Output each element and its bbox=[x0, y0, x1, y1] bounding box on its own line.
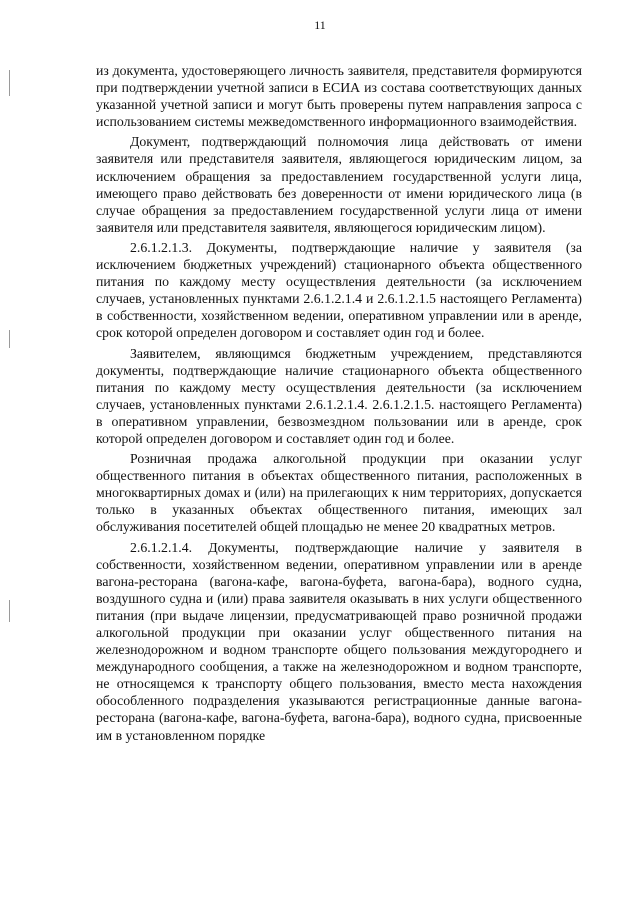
paragraph: 2.6.1.2.1.3. Документы, подтверждающие наличие у заявителя (за исключением бюджетных учреждений) стационарного объекта общественного питания по каждому месту осуществления деятельности (за исключением случаев, установленных пунктами 2.6.1.2.1.4 и 2.6.1.2.1.5 настоящего Регламента) в собственности, хозяйственном ведении, оперативном управлении или в аренде, срок которой определен договором и составляет один год и более. bbox=[96, 239, 582, 341]
scan-edge-mark bbox=[9, 600, 10, 622]
document-body bbox=[96, 62, 582, 747]
paragraph: Документ, подтверждающий полномочия лица действовать от имени заявителя или представителя заявителя, являющегося юридическим лицом, за исключением обращения за предоставлением государственной услуги лица, имеющего право действовать без доверенности от имени юридического лица (в случае обращения за предоставлением государственной услуги лица от имени заявителя или представителя заявителя, являющегося юридическим лицом). bbox=[96, 134, 582, 235]
paragraph: из документа, удостоверяющего личность заявителя, представителя формируются при подтверждении учетной записи в ЕСИА из состава соответствующих данных указанной учетной записи и могут быть проверены путем направления запроса с использованием системы межведомственного информационного взаимодействия. bbox=[96, 63, 582, 130]
scan-edge-mark bbox=[9, 330, 10, 348]
paragraph: 2.6.1.2.1.4. Документы, подтверждающие наличие у заявителя в собственности, хозяйственном ведении, оперативном управлении или в аренде вагона-ресторана (вагона-кафе, вагона-буфета, вагона-бара), водного судна, воздушного судна и (или) права заявителя оказывать в них услуги общественного питания (при выдаче лицензии, предусматривающей право розничной продажи алкогольной продукции при оказании услуг общественного питания на железнодорожном и водном транспорте общего пользования междугороднего и международного сообщения, а также на железнодорожном и водном транспорте, не относящемся к транспорту общего пользования, вместо места нахождения обособленного подразделения указываются регистрационные данные вагона- ресторана (вагона-кафе, вагона-буфета, вагона-бара), водного судна, присвоенные им в установленном порядке bbox=[96, 539, 582, 743]
page-number: 11 bbox=[314, 18, 326, 32]
paragraph: Розничная продажа алкогольной продукции при оказании услуг общественного питания в объектах общественного питания, расположенных в многоквартирных домах и (или) на прилегающих к ним территориях, допускается только в указанных объектах общественного питания, имеющих зал обслуживания посетителей общей площадью не менее 20 квадратных метров. bbox=[96, 451, 582, 535]
scan-edge-mark bbox=[9, 70, 10, 96]
paragraph: Заявителем, являющимся бюджетным учреждением, представляются документы, подтверждающие наличие стационарного объекта общественного питания по каждому месту осуществления деятельности (за исключением случаев, установленных пунктами 2.6.1.2.1.4. 2.6.1.2.1.5. настоящего Регламента) в оперативном управлении, безвозмездном пользовании или в аренде, срок которой определен договором и составляет один год и более. bbox=[96, 345, 582, 446]
